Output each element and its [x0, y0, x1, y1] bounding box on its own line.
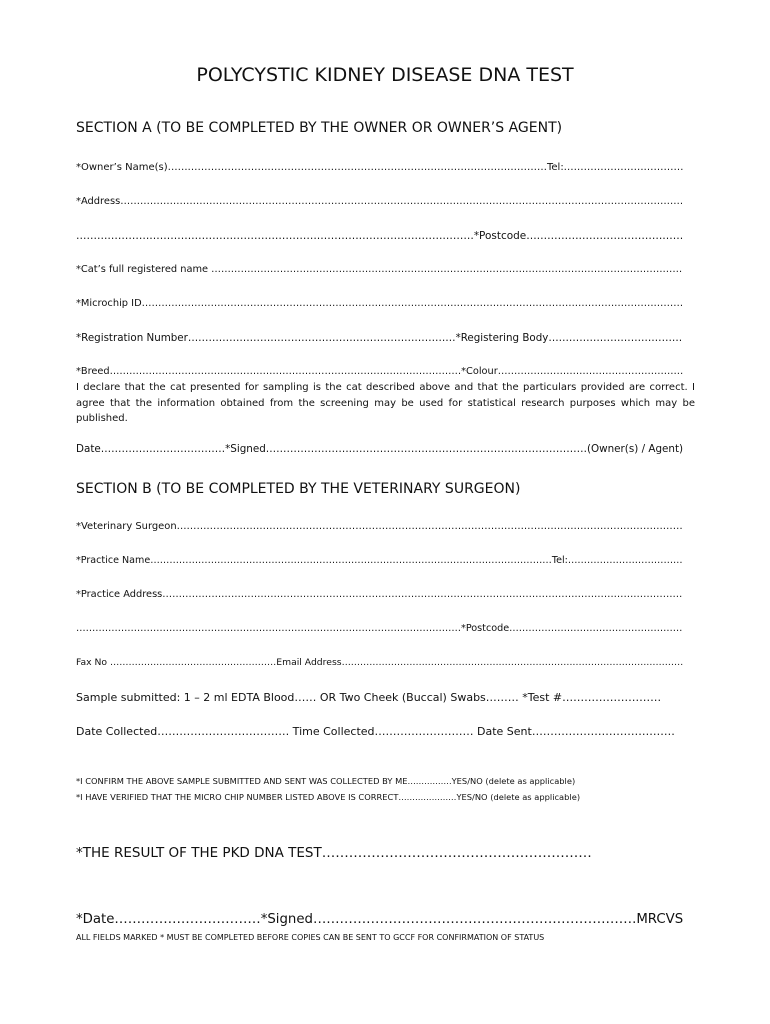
practice-postcode-field[interactable]: …………………………………………………………………………………………………………*Postcode……………………………………………… [76, 623, 683, 634]
breed-colour-field[interactable]: *Breed………………………………………………………………………………………………*Colour………………………………………………… [76, 366, 684, 377]
section-a-heading: SECTION A (TO BE COMPLETED BY THE OWNER OR OWNER’S AGENT) [76, 120, 563, 136]
sample-dates-field[interactable]: Date Collected……………………………… Time Collected……………………… Date Sent………………………………… [76, 725, 675, 738]
owner-declaration: I declare that the cat presented for sampling is the cat described above and that the particulars provided are correct. I agree that the information obtained from the screening may be used for statistical research purposes which may be published. [76, 382, 695, 424]
practice-address-field[interactable]: *Practice Address…………………………………………………………………………………………………………………………………………… [76, 589, 683, 600]
vet-surgeon-field[interactable]: *Veterinary Surgeon……………………………………………………………………………………………………………………………………… [76, 521, 683, 532]
fax-email-field[interactable]: Fax No ………………………………………………Email Address………………………………………………………………………………………………… [76, 657, 684, 668]
practice-name-field[interactable]: *Practice Name………………………………………………………………………………………………………………Tel:……………………………… [76, 555, 683, 566]
cat-name-field[interactable]: *Cat’s full registered name ……………………………………………………………………………………………………………………………… [76, 264, 683, 275]
registration-field[interactable]: *Registration Number……………………………………………………………………*Registering Body………………………………… [76, 332, 683, 344]
footer-note: ALL FIELDS MARKED * MUST BE COMPLETED BEFORE COPIES CAN BE SENT TO GCCF FOR CONFIRMATION OF STATUS [76, 933, 545, 942]
sample-submitted-field[interactable]: Sample submitted: 1 – 2 ml EDTA Blood…… OR Two Cheek (Buccal) Swabs……… *Test #……………………… [76, 691, 662, 704]
vet-signature-field[interactable]: *Date……………………………*Signed……………………………………………………………….MRCVS [76, 912, 684, 927]
microchip-confirmation[interactable]: *I HAVE VERIFIED THAT THE MICRO CHIP NUMBER LISTED ABOVE IS CORRECT…………………YES/NO (delete as applicable) [76, 792, 581, 802]
section-b-heading: SECTION B (TO BE COMPLETED BY THE VETERINARY SURGEON) [76, 481, 521, 497]
owner-signature-field[interactable]: Date………………………………*Signed…………………………………………………………………………………(Owner(s) / Agent) [76, 443, 684, 455]
owner-name-field[interactable]: *Owner’s Name(s)……………………………………………………………………………………………………Tel:……………………………… [76, 162, 684, 173]
page-title: POLYCYSTIC KIDNEY DISEASE DNA TEST [196, 64, 574, 86]
address-field[interactable]: *Address……………………………………………………………………………………………………………………………………………………… [76, 196, 684, 207]
microchip-field[interactable]: *Microchip ID………………………………………………………………………………………………………………………………………………… [76, 298, 684, 309]
sample-confirmation[interactable]: *I CONFIRM THE ABOVE SAMPLE SUBMITTED AND SENT WAS COLLECTED BY ME…………….YES/NO (delete as applicable) [76, 776, 576, 786]
owner-postcode-field[interactable]: ……………………………………………………………………………………………………*Postcode……………………………………… [76, 230, 684, 242]
pkd-result-field[interactable]: *THE RESULT OF THE PKD DNA TEST…………………………………………………… [76, 845, 592, 861]
